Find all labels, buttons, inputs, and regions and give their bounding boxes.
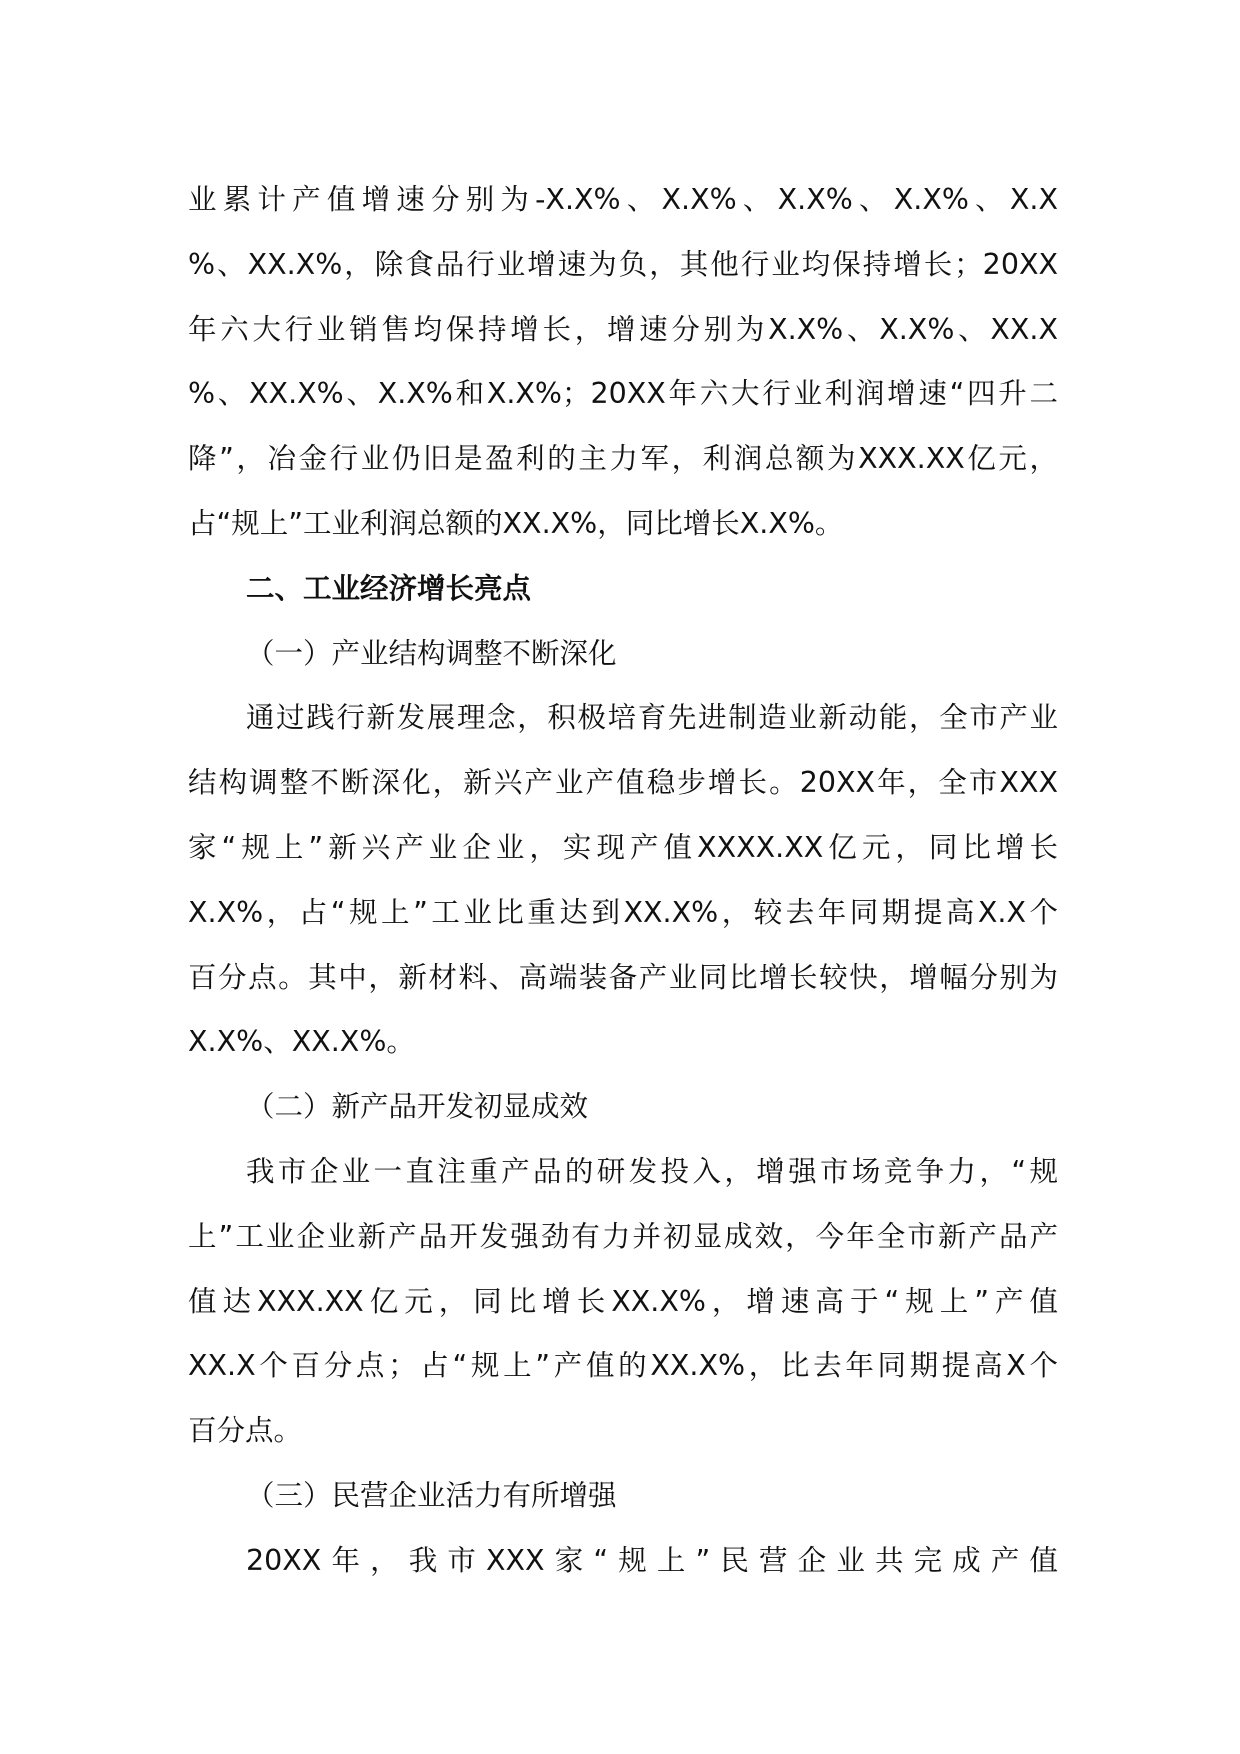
paragraph-line: 家“规上”新兴产业企业，实现产值XXXX.XX亿元，同比增长 <box>188 830 1058 864</box>
subsection-heading: （三）民营企业活力有所增强 <box>246 1478 617 1512</box>
paragraph-line: X.X%，占“规上”工业比重达到XX.X%，较去年同期提高X.X个 <box>188 895 1058 929</box>
paragraph-line: 值达XXX.XX亿元，同比增长XX.X%，增速高于“规上”产值 <box>188 1284 1058 1318</box>
paragraph-line: 结构调整不断深化，新兴产业产值稳步增长。20XX年，全市XXX <box>188 766 1058 800</box>
paragraph-line: 年六大行业销售均保持增长，增速分别为X.X%、X.X%、XX.X <box>188 312 1058 346</box>
paragraph-line: XX.X个百分点；占“规上”产值的XX.X%，比去年同期提高X个 <box>188 1349 1058 1383</box>
paragraph-line: %、XX.X%、X.X%和X.X%；20XX年六大行业利润增速“四升二 <box>188 377 1058 411</box>
subsection-heading: （二）新产品开发初显成效 <box>246 1090 589 1124</box>
paragraph-line: 百分点。 <box>188 1414 303 1448</box>
paragraph-line: 上”工业企业新产品开发强劲有力并初显成效，今年全市新产品产 <box>188 1219 1058 1253</box>
paragraph-line: 百分点。其中，新材料、高端装备产业同比增长较快，增幅分别为 <box>188 960 1058 994</box>
paragraph-line: 占“规上”工业利润总额的XX.X%，同比增长X.X%。 <box>188 506 844 540</box>
paragraph-line: 业累计产值增速分别为-X.X%、X.X%、X.X%、X.X%、X.X <box>188 183 1058 216</box>
document-body <box>188 168 1058 1594</box>
subsection-heading: （一）产业结构调整不断深化 <box>246 636 617 670</box>
paragraph-line: 通过践行新发展理念，积极培育先进制造业新动能，全市产业 <box>246 701 1058 735</box>
paragraph-line: %、XX.X%，除食品行业增速为负，其他行业均保持增长；20XX <box>188 247 1058 281</box>
paragraph-line: 20XX年，我市XXX家“规上”民营企业共完成产值 <box>246 1543 1058 1577</box>
paragraph-line: X.X%、XX.X%。 <box>188 1025 415 1059</box>
paragraph-line: 降”，冶金行业仍旧是盈利的主力军，利润总额为XXX.XX亿元， <box>188 442 1058 476</box>
section-heading: 二、工业经济增长亮点 <box>246 571 532 605</box>
paragraph-line: 我市企业一直注重产品的研发投入，增强市场竞争力，“规 <box>246 1154 1058 1188</box>
